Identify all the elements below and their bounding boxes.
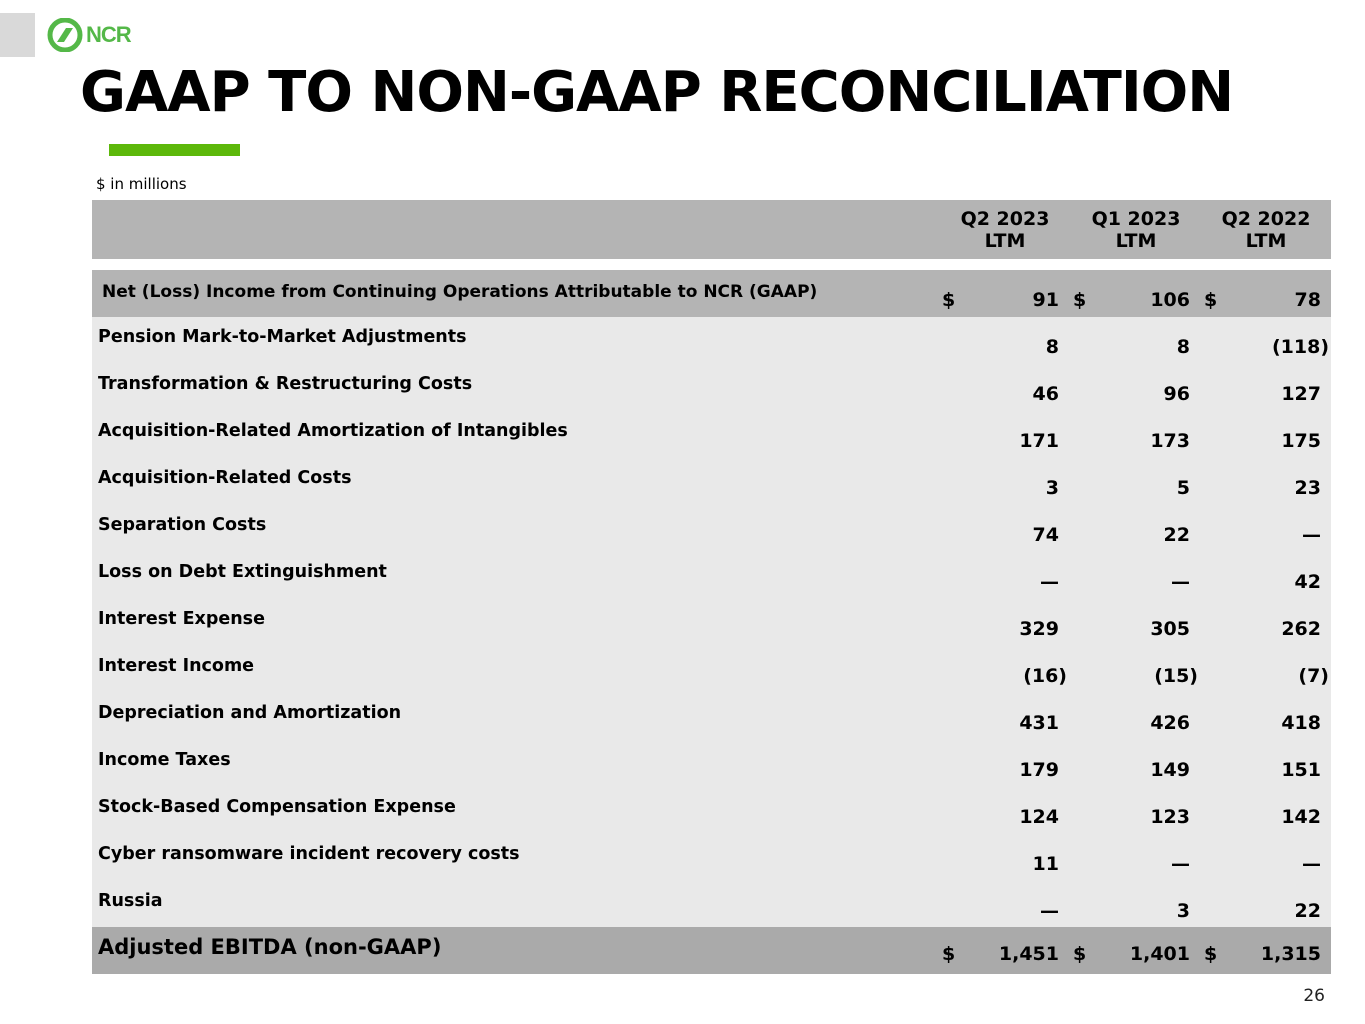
- page-title: GAAP TO NON-GAAP RECONCILIATION: [80, 60, 1234, 125]
- table-row: [92, 599, 1331, 646]
- table-row: [92, 881, 1331, 928]
- row-label: Acquisition-Related Costs: [98, 468, 352, 488]
- value-q2-2023: 171: [1019, 430, 1059, 452]
- value-q2-2022: (7): [1298, 665, 1329, 687]
- table-row: [92, 364, 1331, 411]
- row-label: Income Taxes: [98, 750, 231, 770]
- ncr-logo-icon: [46, 18, 84, 52]
- table-row: [92, 458, 1331, 505]
- table-row: [92, 505, 1331, 552]
- column-header-ltm: LTM: [1245, 230, 1287, 252]
- table-row: [92, 740, 1331, 787]
- units-note: $ in millions: [96, 175, 187, 193]
- value-q2-2022: 142: [1281, 806, 1321, 828]
- currency-symbol: $: [1204, 943, 1218, 965]
- table-row: [92, 693, 1331, 740]
- value-q2-2023: 91: [1032, 289, 1059, 311]
- value-q2-2022: 175: [1281, 430, 1321, 452]
- row-label: Net (Loss) Income from Continuing Operations Attributable to NCR (GAAP): [102, 282, 818, 302]
- value-q2-2023: —: [1040, 900, 1059, 922]
- value-q1-2023: —: [1171, 571, 1190, 593]
- value-q1-2023: 8: [1176, 336, 1190, 358]
- currency-symbol: $: [942, 289, 956, 311]
- value-q2-2022: 78: [1294, 289, 1321, 311]
- row-label: Pension Mark-to-Market Adjustments: [98, 327, 467, 347]
- row-label: Cyber ransomware incident recovery costs: [98, 844, 520, 864]
- table-row-adjusted-ebitda: [92, 927, 1331, 974]
- value-q2-2023: 74: [1032, 524, 1059, 546]
- value-q1-2023: 173: [1150, 430, 1190, 452]
- column-header-ltm: LTM: [984, 230, 1026, 252]
- column-header-q1-2023: [1076, 208, 1196, 252]
- row-label: Separation Costs: [98, 515, 267, 535]
- column-header-q2-2022: [1206, 208, 1326, 252]
- value-q2-2023: 329: [1019, 618, 1059, 640]
- column-header-period: Q2 2023: [960, 208, 1050, 230]
- corner-tab: [0, 13, 35, 57]
- table-row: [92, 317, 1331, 364]
- value-q1-2023: 3: [1176, 900, 1190, 922]
- value-q2-2022: —: [1302, 853, 1321, 875]
- column-header-ltm: LTM: [1115, 230, 1157, 252]
- value-q2-2022: 151: [1281, 759, 1321, 781]
- row-label: Stock-Based Compensation Expense: [98, 797, 456, 817]
- row-label: Interest Expense: [98, 609, 265, 629]
- value-q1-2023: 106: [1150, 289, 1190, 311]
- row-label: Transformation & Restructuring Costs: [98, 374, 473, 394]
- value-q1-2023: 1,401: [1129, 943, 1190, 965]
- row-label: Interest Income: [98, 656, 255, 676]
- value-q2-2022: 262: [1281, 618, 1321, 640]
- value-q2-2022: 1,315: [1260, 943, 1321, 965]
- value-q1-2023: 123: [1150, 806, 1190, 828]
- value-q1-2023: 5: [1176, 477, 1190, 499]
- column-header-period: Q1 2023: [1091, 208, 1181, 230]
- value-q2-2022: (118): [1271, 336, 1329, 358]
- value-q1-2023: 22: [1163, 524, 1190, 546]
- row-label: Russia: [98, 891, 163, 911]
- value-q2-2022: 23: [1294, 477, 1321, 499]
- value-q2-2023: 8: [1045, 336, 1059, 358]
- ncr-logo-text: NCR: [86, 22, 131, 47]
- value-q2-2023: 11: [1032, 853, 1059, 875]
- value-q2-2022: —: [1302, 524, 1321, 546]
- column-header-period: Q2 2022: [1221, 208, 1311, 230]
- currency-symbol: $: [1073, 943, 1087, 965]
- table-row: [92, 787, 1331, 834]
- currency-symbol: $: [942, 943, 956, 965]
- row-label: Adjusted EBITDA (non-GAAP): [98, 935, 442, 959]
- table-row-net-income: [92, 270, 1331, 317]
- value-q2-2023: 46: [1032, 383, 1059, 405]
- title-accent-bar: [109, 144, 240, 156]
- value-q2-2022: 42: [1294, 571, 1321, 593]
- table-header: [92, 200, 1331, 259]
- value-q2-2023: —: [1040, 571, 1059, 593]
- table-row: [92, 646, 1331, 693]
- value-q2-2022: 418: [1281, 712, 1321, 734]
- value-q1-2023: 305: [1150, 618, 1190, 640]
- row-label: Depreciation and Amortization: [98, 703, 402, 723]
- value-q2-2023: 431: [1019, 712, 1059, 734]
- currency-symbol: $: [1073, 289, 1087, 311]
- value-q1-2023: (15): [1154, 665, 1198, 687]
- value-q1-2023: 426: [1150, 712, 1190, 734]
- value-q2-2023: (16): [1023, 665, 1067, 687]
- column-header-q2-2023: [945, 208, 1065, 252]
- currency-symbol: $: [1204, 289, 1218, 311]
- value-q2-2022: 127: [1281, 383, 1321, 405]
- table-row: [92, 834, 1331, 881]
- table-row: [92, 411, 1331, 458]
- ncr-logo: [46, 18, 131, 52]
- table-row: [92, 552, 1331, 599]
- row-label: Acquisition-Related Amortization of Intangibles: [98, 421, 568, 441]
- value-q2-2023: 3: [1045, 477, 1059, 499]
- page-number: 26: [1303, 986, 1325, 1006]
- row-label: Loss on Debt Extinguishment: [98, 562, 387, 582]
- value-q1-2023: 96: [1163, 383, 1190, 405]
- value-q2-2022: 22: [1294, 900, 1321, 922]
- value-q1-2023: —: [1171, 853, 1190, 875]
- value-q2-2023: 124: [1019, 806, 1059, 828]
- value-q2-2023: 179: [1019, 759, 1059, 781]
- value-q1-2023: 149: [1150, 759, 1190, 781]
- value-q2-2023: 1,451: [998, 943, 1059, 965]
